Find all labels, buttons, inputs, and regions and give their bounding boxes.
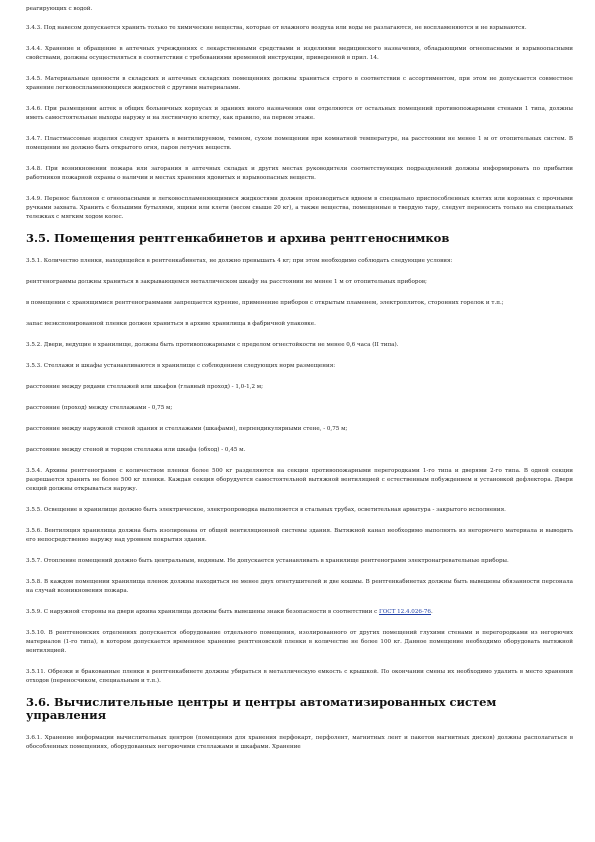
paragraph-3-5-4: 3.5.4. Архивы рентгенограмм с количеством пленки более 500 кг разделяются на секции противопожарными перегородками 1-го типа и дверями 2-го типа. В одной секции разрешается хранить не более 500 кг пленки. Каждая секция оборудуется самостоятельной вытяжной вентиляцией с естественным побуждением и установкой дефлектора. Двери секций должны открываться наружу. [26, 468, 573, 492]
paragraph-3-4-7: 3.4.7. Пластмассовые изделия следует хранить в вентилируемом, темном, сухом помещении при комнатной температуре, на расстоянии не менее 1 м от отопительных систем. В помещении не должно быть открытого огня, паров летучих веществ. [26, 136, 573, 151]
paragraph-3-5-9 [26, 608, 573, 617]
section-3-5-heading: 3.5. Помещения рентгенкабинетов и архива рентгеноснимков [26, 231, 450, 245]
paragraph-3-5-7: 3.5.7. Отопление помещений должно быть центральным, водяным. Не допускается устанавливать в хранилище рентгенограмм электронагревательные приборы. [26, 558, 509, 564]
paragraph-3-5-3-d: расстояние между стеной и торцом стеллажа или шкафа (обход) - 0,45 м. [26, 447, 246, 453]
paragraph-3-4-8: 3.4.8. При возникновении пожара или загорания в аптечных складах и других местах руководители соответствующих подразделений должны информировать по прибытии работников пожарной охраны о наличии и местах хранения ядовитых и взрывоопасных веществ. [26, 166, 573, 181]
gost-link[interactable]: ГОСТ 12.4.026-76 [379, 609, 431, 615]
paragraph-3-5-1-c: запас неэкспонированной пленки должен храниться в архиве хранилища в фабричной упаковке. [26, 321, 316, 327]
paragraph-3-5-9-text: 3.5.9. С наружной стороны на двери архива хранилища должны быть вывешены знаки безопасности в соответствии с [26, 609, 379, 615]
section-3-6-heading: 3.6. Вычислительные центры и центры автоматизированных систем управления [26, 695, 497, 722]
paragraph-3-5-3-b: расстояние (проход) между стеллажами - 0,75 м; [26, 405, 173, 411]
paragraph-3-5-3: 3.5.3. Стеллажи и шкафы устанавливаются в хранилище с соблюдением следующих норм размещения: [26, 363, 336, 369]
paragraph-3-5-1-b: в помещении с хранящимися рентгенограммами запрещается курение, применение приборов с открытым пламенем, электроплиток, сторонних горелок и т.п.; [26, 300, 504, 306]
paragraph-3-5-3-a: расстояние между рядами стеллажей или шкафов (главный проход) - 1,0-1,2 м; [26, 384, 264, 390]
paragraph-3-4-6: 3.4.6. При размещении аптек в общих больничных корпусах и зданиях иного назначения они отделяются от остальных помещений противопожарными стенами 1 типа, должны иметь самостоятельные выходы наружу и на лестничную клетку, как правило, на первом этаже. [26, 106, 573, 121]
paragraph-3-6-1: 3.6.1. Хранение информации вычислительных центров (помещения для хранения перфокарт, перфолент, магнитных лент и пакетов магнитных дисков) должны располагаться в обособленных помещениях, оборудованных негорючими стеллажами и шкафами. Хранение [26, 735, 573, 750]
paragraph-3-5-5: 3.5.5. Освещение в хранилище должно быть электрическое, электропроводка выполняется в стальных трубах, осветительная арматура - закрытого исполнения. [26, 507, 506, 513]
paragraph-3-4-9: 3.4.9. Перенос баллонов с огнеопасными и легковоспламеняющимися жидкостями должен производиться вдвоем в специально приспособленных клетях или корзинах с прочными ручками захвата. Хранить с большими бутылями, ящики или клети (весом свыше 20 кг), а также вещества, помещенные в твердую тару, следует переносить только на специальных тележках с мягким ходом колес. [26, 196, 573, 220]
paragraph-3-5-6: 3.5.6. Вентиляция хранилища должна быть изолирована от общей вентиляционной системы здания. Вытяжной канал необходимо выполнять из негорючего материала и выводить его непосредственно наружу над уровнем покрытия здания. [26, 528, 573, 543]
paragraph-3-5-9-end: . [431, 609, 433, 615]
paragraph-3-5-1-a: рентгенограммы должны храниться в закрывающемся металлическом шкафу на расстоянии не менее 1 м от отопительных приборов; [26, 279, 427, 285]
paragraph-3-5-2: 3.5.2. Двери, ведущие в хранилище, должны быть противопожарными с пределом огнестойкости не менее 0,6 часа (II типа). [26, 342, 399, 348]
paragraph-3-5-8: 3.5.8. В каждом помещении хранилища пленок должны находиться не менее двух огнетушителей и две кошмы. В рентгенкабинетах должны быть вывешены обязанности персонала на случай возникновения пожара. [26, 579, 573, 594]
paragraph-3-4-5: 3.4.5. Материальные ценности в складских и аптечных складских помещениях должны храниться строго в соответствии с ассортиментом, при этом не допускается совместное хранение легковоспламеняющихся жидкостей с другими материалами. [26, 76, 573, 91]
paragraph-3-4-3: 3.4.3. Под навесом допускается хранить только те химические вещества, которые от влажного воздуха или воды не разлагаются, не воспламеняются и не взрываются. [26, 25, 527, 31]
paragraph-3-5-1: 3.5.1. Количество пленки, находящейся в рентгенкабинетах, не должно превышать 4 кг; при этом необходимо соблюдать следующие условия: [26, 258, 453, 264]
paragraph-3-4-4: 3.4.4. Хранение и обращение в аптечных учреждениях с лекарственными средствами и изделиями медицинского назначения, обладающими огнеопасными и взрывоопасными свойствами, должны осуществляться в соответствии с требованиями временной инструкции, приведенной в прил. 14. [26, 46, 573, 61]
paragraph-3-5-11: 3.5.11. Обрезки и бракованные пленки в рентгенкабинете должны убираться в металлическую емкость с крышкой. По окончании смены их необходимо удалить в место хранения отходов (переносчиком, специальным и т.п.). [26, 669, 573, 684]
paragraph-3-5-3-c: расстояние между наружной стеной здания и стеллажами (шкафами), перпендикулярными стене, - 0,75 м; [26, 426, 348, 432]
paragraph-3-5-10: 3.5.10. В рентгеновских отделениях допускается оборудование отдельного помещения, изолированного от других помещений глухими стенами и перегородками из негорючих материалов (1-го типа), в котором допускается временное хранение рентгеновской пленки в количестве не более 100 кг. Данное помещение необходимо оборудовать вытяжной вентиляцией. [26, 630, 573, 654]
paragraph-continuation: реагирующих с водой. [26, 6, 93, 12]
